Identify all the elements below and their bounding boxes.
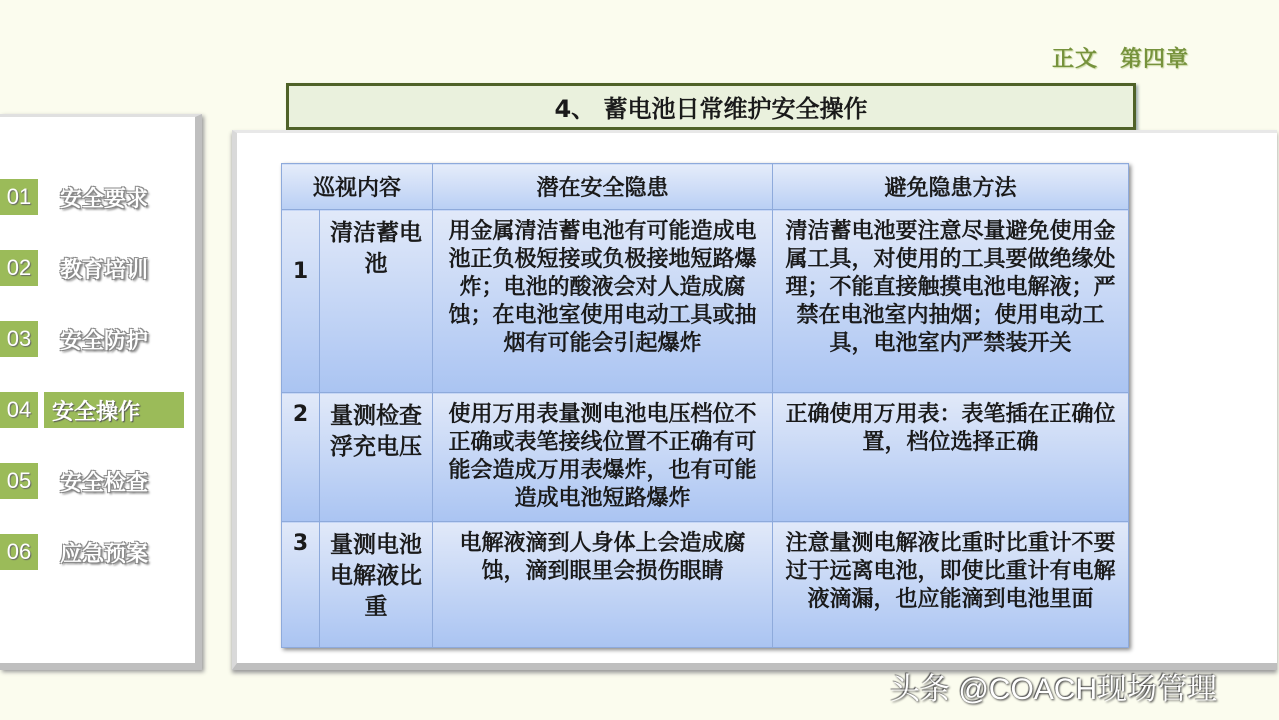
row-item: 量测电池电解液比重	[320, 522, 433, 648]
header-potential-hazard: 潜在安全隐患	[433, 164, 773, 210]
nav-item-safety-requirements[interactable]	[0, 179, 190, 215]
nav-number: 02	[0, 250, 38, 286]
slide-title: 4、 蓄电池日常维护安全操作	[286, 83, 1136, 130]
row-risk: 用金属清洁蓄电池有可能造成电池正负极短接或负极接地短路爆炸；电池的酸液会对人造成腐蚀；在电池室使用电动工具或抽烟有可能会引起爆炸	[433, 210, 773, 393]
nav-number: 05	[0, 463, 38, 499]
nav-label: 教育培训	[60, 257, 149, 283]
nav-number: 01	[0, 179, 38, 215]
nav-item-safety-protection[interactable]	[0, 321, 190, 357]
watermark: 头条 @COACH现场管理	[890, 673, 1218, 706]
row-risk: 电解液滴到人身体上会造成腐蚀，滴到眼里会损伤眼睛	[433, 522, 773, 648]
section-label: 正文	[1052, 47, 1099, 72]
nav-item-safety-operation[interactable]	[0, 392, 190, 428]
nav-item-emergency-plan[interactable]	[0, 534, 190, 570]
row-method: 注意量测电解液比重时比重计不要过于远离电池，即使比重计有电解液滴漏，也应能滴到电池里面	[773, 522, 1129, 648]
header-inspection-content: 巡视内容	[282, 164, 433, 210]
nav-number: 04	[0, 392, 38, 428]
row-index: 1	[282, 210, 320, 393]
table-header-row	[282, 164, 1129, 210]
chapter-name: 第四章	[1120, 47, 1190, 72]
chapter-label	[1052, 42, 1211, 73]
nav-item-safety-inspection[interactable]	[0, 463, 190, 499]
table-row	[282, 522, 1129, 648]
table-row	[282, 393, 1129, 522]
row-risk: 使用万用表量测电池电压档位不正确或表笔接线位置不正确有可能会造成万用表爆炸，也有可能造成电池短路爆炸	[433, 393, 773, 522]
header-prevention-method: 避免隐患方法	[773, 164, 1129, 210]
row-index: 2	[282, 393, 320, 522]
row-method: 正确使用万用表：表笔插在正确位置，档位选择正确	[773, 393, 1129, 522]
nav-label: 应急预案	[60, 541, 149, 567]
row-item: 清洁蓄电池	[320, 210, 433, 393]
nav-label: 安全防护	[60, 328, 149, 354]
nav-label: 安全检查	[60, 470, 149, 496]
nav-number: 03	[0, 321, 38, 357]
row-index: 3	[282, 522, 320, 648]
nav-panel	[0, 114, 202, 670]
nav-label: 安全操作	[44, 392, 184, 428]
nav-item-education-training[interactable]	[0, 250, 190, 286]
row-item: 量测检查浮充电压	[320, 393, 433, 522]
inspection-table	[281, 163, 1129, 648]
nav-number: 06	[0, 534, 38, 570]
table-row	[282, 210, 1129, 393]
row-method: 清洁蓄电池要注意尽量避免使用金属工具，对使用的工具要做绝缘处理；不能直接触摸电池电解液；严禁在电池室内抽烟；使用电动工具，电池室内严禁装开关	[773, 210, 1129, 393]
nav-label: 安全要求	[60, 186, 149, 212]
